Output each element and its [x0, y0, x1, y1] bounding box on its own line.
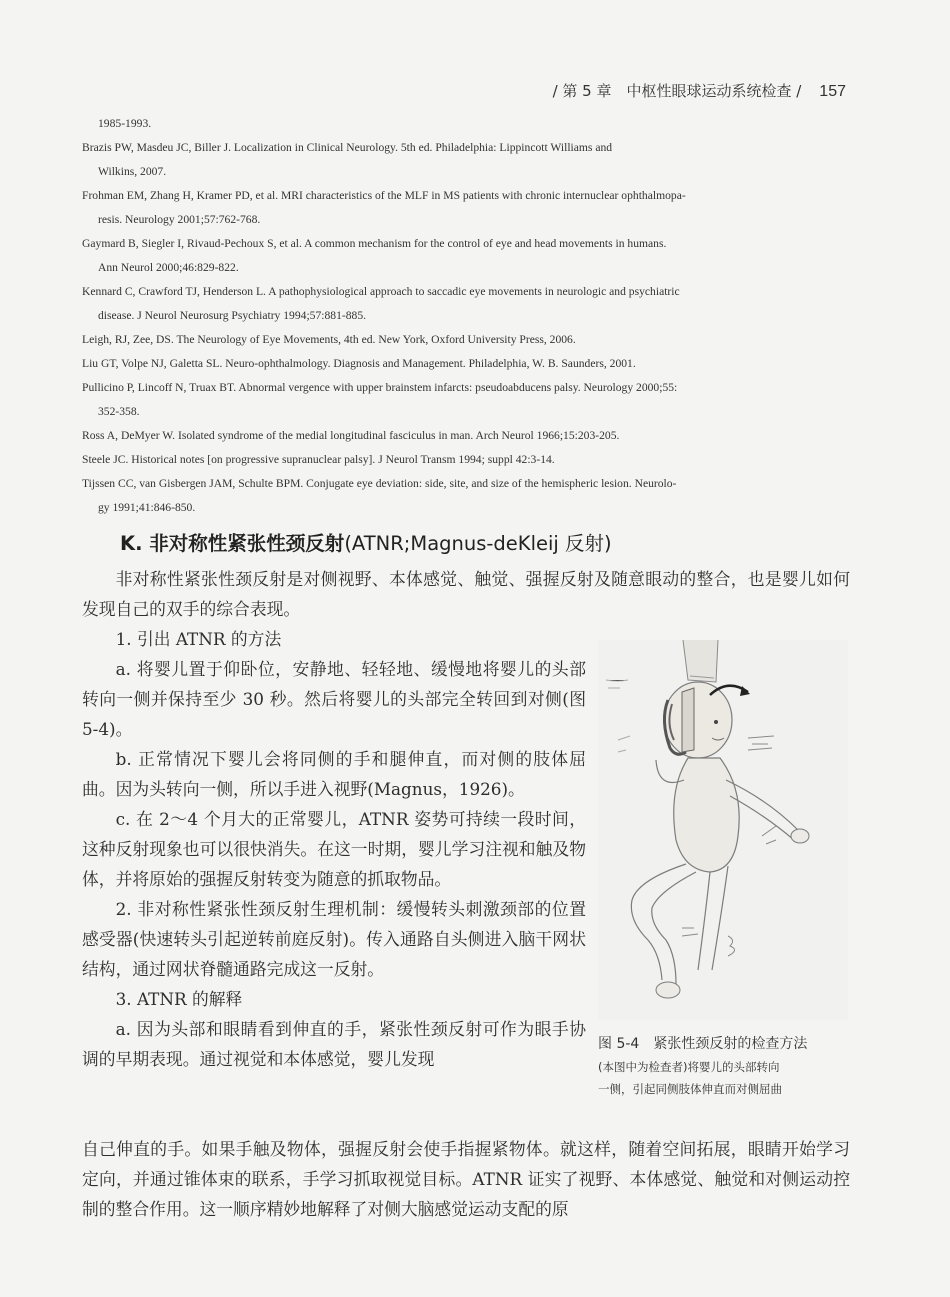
- caption-line: (本图中为检查者)将婴儿的头部转向: [598, 1060, 780, 1074]
- reference-entry: Tijssen CC, van Gisbergen JAM, Schulte BPM. Conjugate eye deviation: side, site, and size of the hemispheric lesion. Neurolo-: [82, 477, 677, 490]
- infant-illustration: [598, 640, 848, 1020]
- reference-continuation: Ann Neurol 2000;46:829-822.: [98, 261, 239, 274]
- reference-list: [82, 112, 850, 520]
- reference-entry: 1985-1993.: [98, 117, 152, 130]
- reference-entry: Liu GT, Volpe NJ, Galetta SL. Neuro-ophthalmology. Diagnosis and Management. Philadelphia, W. B. Saunders, 2001.: [82, 357, 636, 370]
- paragraph: 自己伸直的手。如果手触及物体，强握反射会使手指握紧物体。就这样，随着空间拓展，眼睛开始学习定向，并通过锥体束的联系，手学习抓取视觉目标。ATNR 证实了视野、本体感觉、触觉和对侧运动控制的整合作用。这一顺序精妙地解释了对侧大脑感觉运动支配的原: [82, 1139, 850, 1219]
- paragraph: a. 将婴儿置于仰卧位，安静地、轻轻地、缓慢地将婴儿的头部转向一侧并保持至少 30 秒。然后将婴儿的头部完全转回到对侧(图 5-4)。: [82, 659, 586, 739]
- page-number: 157: [819, 83, 846, 100]
- reference-continuation: Wilkins, 2007.: [98, 165, 167, 178]
- section-subtitle: (ATNR;Magnus-deKleij 反射): [344, 532, 612, 555]
- reference-continuation: disease. J Neurol Neurosurg Psychiatry 1994;57:881-885.: [98, 309, 367, 322]
- paragraph: 3. ATNR 的解释: [115, 989, 243, 1009]
- paragraph: b. 正常情况下婴儿会将同侧的手和腿伸直，而对侧的肢体屈曲。因为头转向一侧，所以手进入视野(Magnus，1926)。: [82, 749, 586, 799]
- running-header: [553, 80, 846, 101]
- reference-entry: Gaymard B, Siegler I, Rivaud-Pechoux S, et al. A common mechanism for the control of eye and head movements in humans.: [82, 237, 667, 250]
- reference-continuation: gy 1991;41:846-850.: [98, 501, 196, 514]
- paragraph: a. 因为头部和眼睛看到伸直的手，紧张性颈反射可作为眼手协调的早期表现。通过视觉和本体感觉，婴儿发现: [82, 1019, 586, 1069]
- figure-caption: [598, 1032, 860, 1100]
- paragraph: c. 在 2～4 个月大的正常婴儿，ATNR 姿势可持续一段时间，这种反射现象也可以很快消失。在这一时期，婴儿学习注视和触及物体，并将原始的强握反射转变为随意的抓取物品。: [82, 809, 586, 889]
- paragraph: 非对称性紧张性颈反射是对侧视野、本体感觉、触觉、强握反射及随意眼动的整合，也是婴儿如何发现自己的双手的综合表现。: [82, 569, 850, 619]
- section-label: K. 非对称性紧张性颈反射: [120, 532, 345, 555]
- section-heading: [120, 528, 612, 556]
- narrow-column-text: [82, 654, 586, 1074]
- reference-entry: Kennard C, Crawford TJ, Henderson L. A pathophysiological approach to saccadic eye movements in neurologic and psychiatric: [82, 285, 680, 298]
- caption-title: 图 5-4 紧张性颈反射的检查方法: [598, 1036, 808, 1052]
- caption-line: 一侧，引起同侧肢体伸直而对侧屈曲: [598, 1082, 782, 1096]
- reference-entry: Frohman EM, Zhang H, Kramer PD, et al. MRI characteristics of the MLF in MS patients with chronic internuclear ophthalmopa-: [82, 189, 686, 202]
- chapter-title: / 第 5 章 中枢性眼球运动系统检查 /: [552, 82, 802, 100]
- reference-entry: Brazis PW, Masdeu JC, Biller J. Localization in Clinical Neurology. 5th ed. Philadelphia: Lippincott Williams and: [82, 141, 613, 154]
- bottom-text: [82, 1134, 850, 1224]
- reference-continuation: 352-358.: [98, 405, 140, 418]
- reference-entry: Pullicino P, Lincoff N, Truax BT. Abnormal vergence with upper brainstem infarcts: pseudoabducens palsy. Neurology 2000;55:: [82, 381, 678, 394]
- reference-continuation: resis. Neurology 2001;57:762-768.: [98, 213, 261, 226]
- reference-entry: Leigh, RJ, Zee, DS. The Neurology of Eye Movements, 4th ed. New York, Oxford University Press, 2006.: [82, 333, 576, 346]
- reference-entry: Steele JC. Historical notes [on progressive supranuclear palsy]. J Neurol Transm 1994; suppl 42:3-14.: [82, 453, 555, 466]
- reference-entry: Ross A, DeMyer W. Isolated syndrome of the medial longitudinal fasciculus in man. Arch Neurol 1966;15:203-205.: [82, 429, 620, 442]
- figure-infant-sketch: [598, 640, 848, 1020]
- paragraph: 2. 非对称性紧张性颈反射生理机制：缓慢转头刺激颈部的位置感受器(快速转头引起逆转前庭反射)。传入通路自头侧进入脑干网状结构，通过网状脊髓通路完成这一反射。: [82, 899, 586, 979]
- paragraph: 1. 引出 ATNR 的方法: [115, 629, 282, 649]
